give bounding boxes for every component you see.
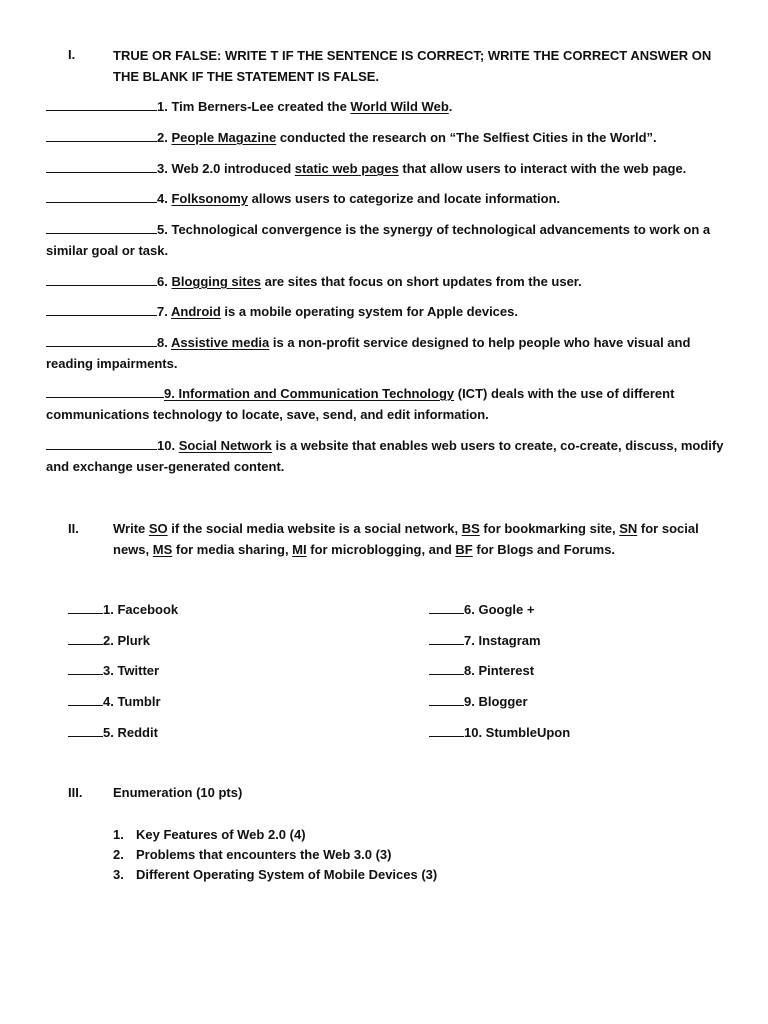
section-2-numeral: II. [68, 521, 79, 536]
answer-blank-10[interactable] [46, 436, 157, 450]
answer-blank-4[interactable] [46, 189, 157, 203]
tf-item-2: 2. People Magazine conducted the research on “The Selfiest Cities in the World”. [46, 128, 726, 149]
match-blank-5[interactable] [68, 723, 103, 737]
match-item-7: 7. Instagram [429, 631, 541, 651]
answer-blank-3[interactable] [46, 159, 157, 173]
enumeration-list [113, 825, 437, 885]
match-item-5: 5. Reddit [68, 723, 158, 743]
match-blank-6[interactable] [429, 600, 464, 614]
tf-item-6: 6. Blogging sites are sites that focus on short updates from the user. [46, 272, 726, 293]
match-item-4: 4. Tumblr [68, 692, 161, 712]
match-item-10: 10. StumbleUpon [429, 723, 570, 743]
match-item-1: 1. Facebook [68, 600, 178, 620]
section-1-numeral: I. [68, 47, 76, 62]
tf-item-4: 4. Folksonomy allows users to categorize and locate information. [46, 189, 726, 210]
match-item-9: 9. Blogger [429, 692, 528, 712]
tf-item-8: 8. Assistive media is a non-profit service designed to help people who have visual and reading impairments. [46, 335, 691, 371]
answer-blank-6[interactable] [46, 272, 157, 286]
match-item-2: 2. Plurk [68, 631, 150, 651]
list-item: 3. Different Operating System of Mobile Devices (3) [113, 867, 438, 882]
list-item: 1. Key Features of Web 2.0 (4) [113, 827, 306, 842]
match-blank-4[interactable] [68, 692, 103, 706]
tf-item-3: 3. Web 2.0 introduced static web pages that allow users to interact with the web page. [46, 159, 726, 180]
match-blank-9[interactable] [429, 692, 464, 706]
match-item-8: 8. Pinterest [429, 661, 534, 681]
section-2-instructions: Write SO if the social media website is a social network, BS for bookmarking site, SN for social news, MS for media sharing, MI for microblogging, and BF for Blogs and Forums. [113, 521, 699, 557]
match-blank-2[interactable] [68, 631, 103, 645]
tf-item-7: 7. Android is a mobile operating system for Apple devices. [46, 302, 726, 323]
match-blank-8[interactable] [429, 661, 464, 675]
answer-blank-5[interactable] [46, 220, 157, 234]
answer-blank-8[interactable] [46, 333, 157, 347]
tf-item-1: 1. Tim Berners-Lee created the World Wild Web. [46, 97, 726, 118]
section-3-title: Enumeration (10 pts) [113, 785, 243, 800]
answer-blank-9[interactable] [46, 384, 164, 398]
match-item-3: 3. Twitter [68, 661, 159, 681]
match-blank-3[interactable] [68, 661, 103, 675]
list-item: 2. Problems that encounters the Web 3.0 (3) [113, 847, 392, 862]
tf-item-9: 9. Information and Communication Technology (ICT) deals with the use of different communications technology to locate, save, send, and edit information. [46, 386, 675, 422]
section-3-numeral: III. [68, 785, 83, 800]
match-blank-1[interactable] [68, 600, 103, 614]
answer-blank-1[interactable] [46, 97, 157, 111]
match-blank-7[interactable] [429, 631, 464, 645]
answer-blank-2[interactable] [46, 128, 157, 142]
section-1-instructions: TRUE OR FALSE: WRITE T IF THE SENTENCE IS CORRECT; WRITE THE CORRECT ANSWER ON THE BLANK IF THE STATEMENT IS FALSE. [113, 48, 712, 84]
match-item-6: 6. Google + [429, 600, 534, 620]
answer-blank-7[interactable] [46, 302, 157, 316]
tf-item-5: 5. Technological convergence is the synergy of technological advancements to work on a similar goal or task. [46, 222, 711, 258]
tf-item-10: 10. Social Network is a website that enables web users to create, co-create, discuss, modify and exchange user-generated content. [46, 438, 724, 474]
match-blank-10[interactable] [429, 723, 464, 737]
